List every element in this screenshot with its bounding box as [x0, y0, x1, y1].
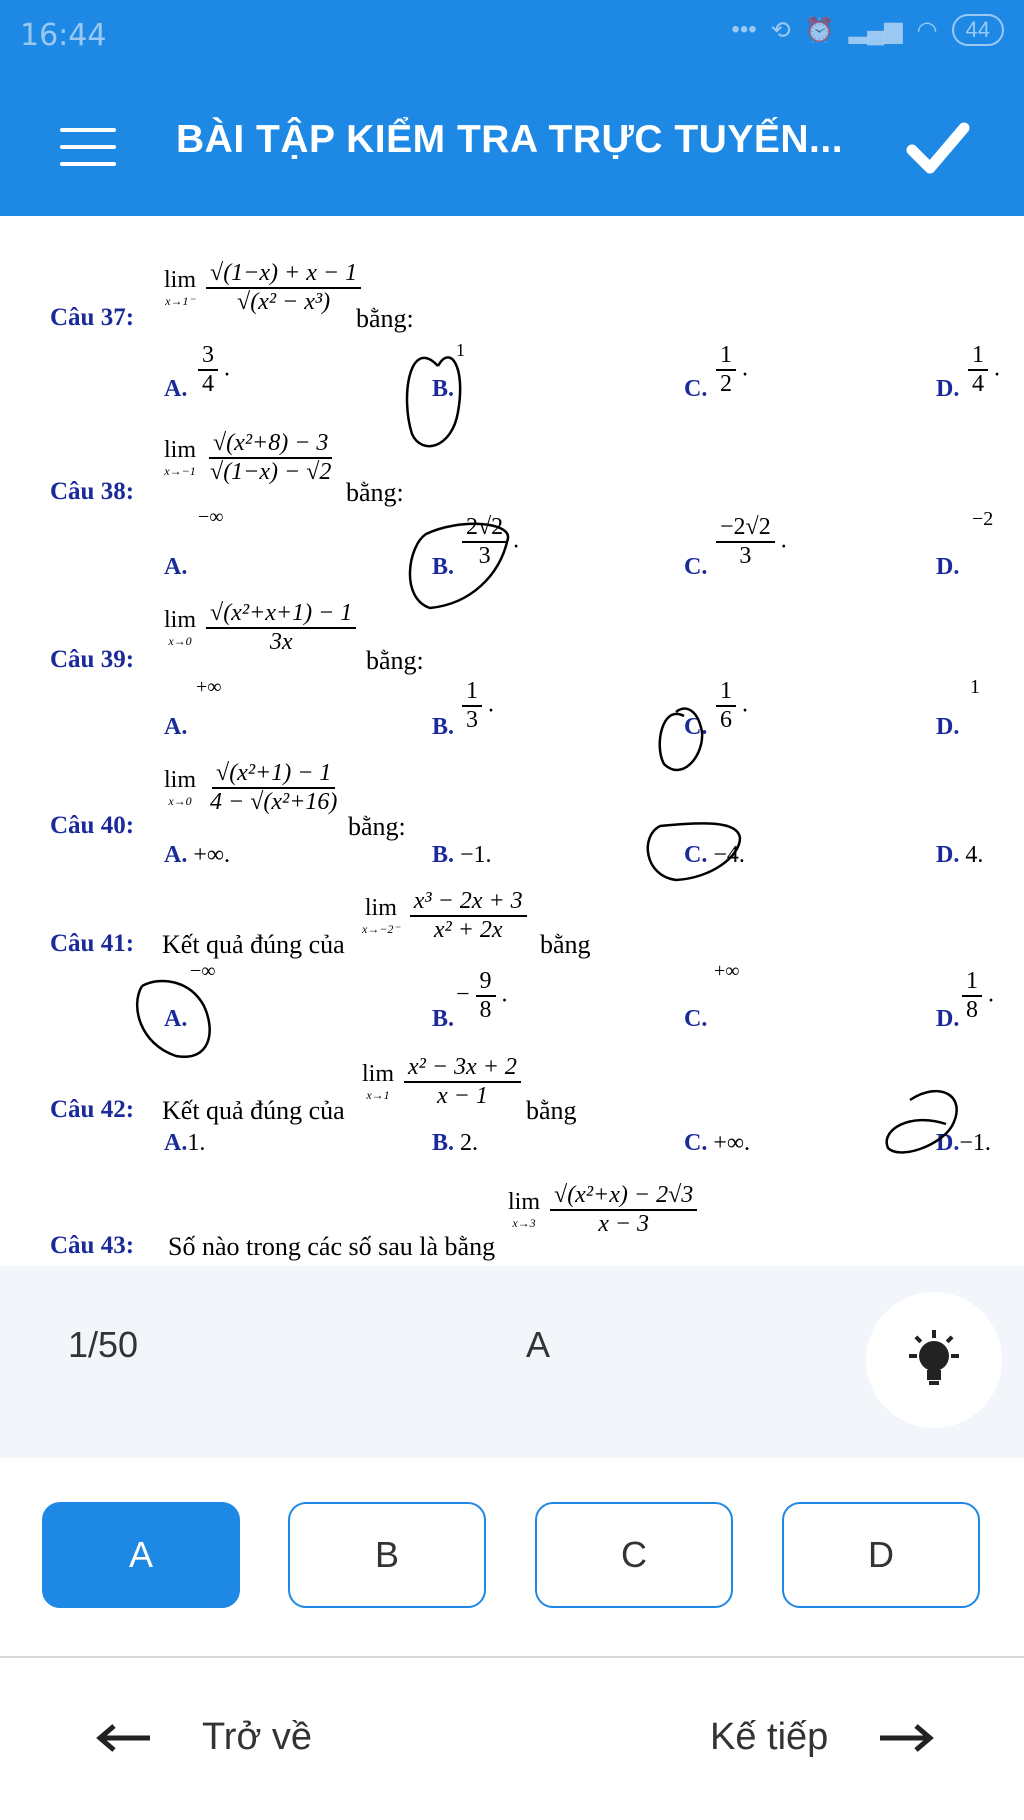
wifi-icon: ◠	[916, 16, 938, 44]
arrow-right-icon	[878, 1723, 934, 1753]
option-c: C.	[684, 554, 708, 580]
alarm-icon: ⏰	[804, 16, 835, 44]
option-a-value: −∞	[198, 506, 224, 528]
question-tail: bằng:	[356, 304, 414, 333]
page-title: BÀI TẬP KIỂM TRA TRỰC TUYẾN...	[176, 118, 844, 161]
limit-expression: lim x→1⁻ $\frac{√(1-x) + x - 1}{\text{√(x² − x³)}}$	[164, 260, 361, 316]
answer-button-c[interactable]: C	[535, 1502, 733, 1608]
battery-indicator: 44	[952, 14, 1004, 46]
question-label: Câu 43:	[50, 1232, 135, 1259]
question-label: Câu 41:	[50, 930, 135, 957]
selected-answer-display: A	[526, 1324, 551, 1365]
limit-expression: lim x→−2⁻ $\frac{\text{x³ − 2x + 3}}{\text{x² + 2x}}$	[362, 888, 527, 944]
question-label: Câu 38:	[50, 478, 135, 505]
option-d: D.	[936, 714, 960, 740]
signal-icon: ▂▄▆	[848, 16, 903, 44]
option-b: B. 2.	[432, 1130, 479, 1156]
option-b-value: − $\frac{9}{8}$ .	[456, 968, 508, 1023]
option-b: B. −1.	[432, 842, 492, 868]
question-tail: bằng:	[346, 478, 404, 507]
limit-expression: lim x→0 $\frac{\text{√(x²+x+1) − 1}}{3x}$	[164, 600, 356, 656]
question-tail: bằng	[526, 1096, 577, 1125]
option-d: D.−1.	[936, 1130, 991, 1156]
option-a: A.	[164, 376, 188, 402]
arrow-left-icon	[96, 1723, 152, 1753]
question-document	[0, 216, 1024, 1266]
status-panel	[0, 1266, 1024, 1458]
question-label: Câu 37:	[50, 304, 135, 331]
option-c-value: $\frac{1}{2}$ .	[716, 342, 748, 398]
option-d: D. 4.	[936, 842, 984, 868]
option-b: B.	[432, 554, 455, 580]
answer-button-a[interactable]: A	[42, 1502, 240, 1608]
option-a: A.1.	[164, 1130, 206, 1156]
option-d: D.	[936, 376, 960, 402]
option-c-value: +∞	[714, 960, 740, 982]
limit-expression: lim x→1 $\frac{\text{x² − 3x + 2}}{x - 1}$	[362, 1054, 521, 1110]
answer-button-d[interactable]: D	[782, 1502, 980, 1608]
rotate-icon: ⟲	[770, 16, 791, 44]
status-icons	[731, 14, 1004, 46]
hamburger-icon[interactable]	[60, 128, 116, 166]
next-label: Kế tiếp	[710, 1716, 829, 1758]
limit-expression: lim x→−1 $\frac{\text{√(x²+8) − 3}}{√(1-x) - √2}$	[164, 430, 332, 485]
app-bar	[0, 74, 1024, 216]
option-b: B.	[432, 376, 455, 402]
option-b: B.	[432, 714, 455, 740]
bottom-navigation	[0, 1658, 1024, 1820]
question-tail: bằng	[540, 930, 591, 959]
option-d: D.	[936, 554, 960, 580]
option-b: B.	[432, 1006, 455, 1032]
back-button[interactable]	[96, 1716, 312, 1759]
option-d-value: $\frac{1}{8}$ .	[962, 968, 994, 1024]
option-a-value: −∞	[190, 960, 216, 982]
option-d-value: $\frac{1}{4}$ .	[968, 342, 1000, 398]
limit-expression: lim x→3 $\frac{\text{√(x²+x) − 2√3}}{x - 3}$	[508, 1182, 697, 1238]
question-label: Câu 39:	[50, 646, 135, 673]
question-counter: 1/50	[68, 1324, 139, 1365]
option-b-value: $\frac{2√2}{3}$ .	[462, 514, 519, 570]
check-icon[interactable]	[906, 118, 970, 178]
next-button[interactable]	[710, 1716, 934, 1759]
answer-button-b[interactable]: B	[288, 1502, 486, 1608]
option-c: C. +∞.	[684, 1130, 750, 1156]
option-c: C.	[684, 714, 708, 740]
option-c: C.	[684, 1006, 708, 1032]
option-a: A. +∞.	[164, 842, 230, 868]
dots-icon: •••	[731, 16, 757, 43]
option-a-value: $\frac{3}{4}$ .	[198, 342, 230, 398]
option-c-value: $\frac{-2√2}{3}$ .	[716, 514, 787, 570]
option-d-value: −2	[972, 508, 994, 530]
question-text: Kết quả đúng của	[162, 930, 345, 959]
option-c: C. −4.	[684, 842, 745, 868]
question-text: Số nào trong các số sau là bằng	[168, 1232, 496, 1261]
option-b-value: $\frac{1}{3}$ .	[462, 678, 494, 734]
answer-buttons	[0, 1458, 1024, 1658]
question-tail: bằng:	[366, 646, 424, 675]
question-text: Kết quả đúng của	[162, 1096, 345, 1125]
hint-button[interactable]	[866, 1292, 1002, 1428]
option-c: C.	[684, 376, 708, 402]
status-time: 16:44	[20, 18, 107, 53]
option-d: D.	[936, 1006, 960, 1032]
question-label: Câu 42:	[50, 1096, 135, 1123]
option-c-value: $\frac{1}{6}$ .	[716, 678, 748, 734]
option-a: A.	[164, 1006, 188, 1032]
lightbulb-icon	[866, 1292, 1002, 1428]
question-label: Câu 40:	[50, 812, 135, 839]
status-bar	[0, 0, 1024, 74]
option-b-value: 1	[456, 340, 465, 360]
option-d-value: 1	[970, 676, 980, 698]
option-a: A.	[164, 554, 188, 580]
question-tail: bằng:	[348, 812, 406, 841]
option-a-value: +∞	[196, 676, 222, 698]
limit-expression: lim x→0 $\frac{\text{√(x²+1) − 1}}{\text{4 − √(x²+16)}}$	[164, 760, 338, 815]
option-a: A.	[164, 714, 188, 740]
back-label: Trở về	[202, 1716, 313, 1758]
